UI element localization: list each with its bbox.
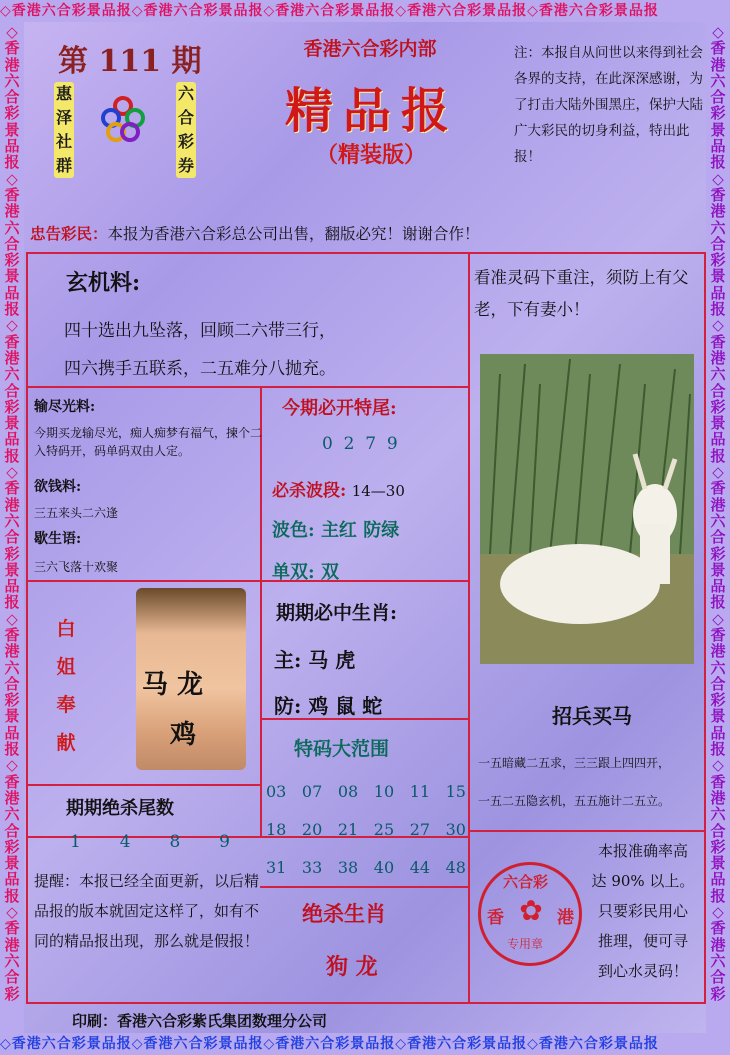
tail-title: 今期必开特尾: <box>282 398 397 419</box>
right-top-text: 看准灵码下重注，须防上有父老，下有妻小！ <box>474 268 689 319</box>
range-cell: 25 <box>373 820 395 839</box>
divider-h1 <box>26 386 468 388</box>
left-char: 惠 <box>55 84 72 103</box>
range-cell: 18 <box>266 820 287 839</box>
range-cell: 44 <box>409 858 431 877</box>
warning-text: 本报为香港六合彩总公司出售，翻版必究！谢谢合作！ <box>107 225 480 243</box>
gift-char: 姐 <box>56 656 76 678</box>
gift-char: 奉 <box>56 694 76 716</box>
reminder-text: 提醒：本报已经全面更新，以后精品报的版本就固定这样了，如有不同的精品报出现，那么就是假报！ <box>34 872 260 950</box>
right-vertical-chars <box>176 82 196 178</box>
right-char: 六 <box>177 84 194 103</box>
goat-illustration-icon <box>480 354 694 664</box>
paper-title: 精品报 <box>284 83 459 139</box>
bauhinia-icon: ✿ <box>519 894 543 927</box>
divider-right-bottom <box>470 830 706 832</box>
range-cell: 07 <box>301 782 323 801</box>
divider-h2 <box>26 580 468 582</box>
kill-tail-number: 9 <box>219 832 230 852</box>
left-char: 社 <box>55 132 72 151</box>
organization-name: 香港六合彩内部 <box>303 38 437 60</box>
accuracy-line: 本报准确率高 <box>597 842 688 860</box>
range-title: 特码大范围 <box>294 738 390 760</box>
range-cell: 20 <box>301 820 323 839</box>
zodiac-title: 期期必中生肖: <box>276 602 398 624</box>
range-cell: 33 <box>301 858 323 877</box>
left-char: 群 <box>55 156 72 175</box>
kill-zodiac-title: 绝杀生肖 <box>302 901 386 926</box>
gift-overlay-2: 鸡 <box>170 720 197 750</box>
issue-number: 第 111 期 <box>58 44 202 79</box>
gift-vertical-text <box>54 610 78 762</box>
right-char: 彩 <box>177 132 194 151</box>
range-cell: 11 <box>409 782 431 801</box>
range-grid <box>266 782 466 896</box>
range-cell: 21 <box>337 820 359 839</box>
zodiac-guard: 防: 鸡 鼠 蛇 <box>274 694 383 718</box>
wave-color-label: 波色: <box>272 520 315 541</box>
stamp-left: 香 <box>487 908 504 928</box>
official-stamp <box>478 862 582 966</box>
right-char: 券 <box>177 156 194 175</box>
right-border-strip <box>706 22 730 1033</box>
tail-numbers: 0 2 7 9 <box>322 434 398 454</box>
bottom-border-strip <box>0 1033 730 1055</box>
paper-subtitle: （精装版） <box>315 142 426 168</box>
range-cell: 27 <box>409 820 431 839</box>
kill-band-label: 必杀波段: <box>272 481 347 501</box>
range-cell: 08 <box>337 782 359 801</box>
range-row <box>266 820 466 858</box>
wave-color <box>272 516 399 542</box>
top-border-text: ◇香港六合彩景品报◇香港六合彩景品报◇香港六合彩景品报◇香港六合彩景品报◇香港六合彩景品报 <box>0 3 659 19</box>
left-border-text: ◇香港六合彩景品报◇香港六合彩景品报◇香港六合彩景品报◇香港六合彩景品报◇香港六合彩景品报◇香港六合彩景品报◇香港六合彩 <box>4 23 20 1003</box>
goat-image <box>480 354 694 664</box>
range-cell: 31 <box>266 858 287 877</box>
kill-tail-number: 8 <box>169 832 181 852</box>
bottom-border-text: ◇香港六合彩景品报◇香港六合彩景品报◇香港六合彩景品报◇香港六合彩景品报◇香港六合彩景品报 <box>0 1036 659 1052</box>
range-cell: 48 <box>445 858 466 877</box>
right-char: 合 <box>177 108 194 127</box>
kill-band-value: 14—30 <box>351 482 405 500</box>
kill-tail-numbers <box>70 832 230 852</box>
left-char: 泽 <box>55 108 72 127</box>
odd-even-label: 单双: <box>272 562 315 583</box>
stamp-bottom: 专用章 <box>507 937 544 951</box>
left-mid-text-3: 三六飞落十欢聚 <box>34 560 119 574</box>
odd-even <box>272 558 339 584</box>
left-mid-text-1: 今期买龙输尽光，痴人痴梦有福气，揀个二入特码开，码单码双由人定。 <box>34 426 263 458</box>
gift-char: 献 <box>56 732 76 754</box>
wave-color-value: 主红 防绿 <box>320 520 400 541</box>
accuracy-line: 推理，便可寻 <box>597 932 688 950</box>
xuanji-line-1: 四十选出九坠落，回顾二六带三行， <box>64 321 336 341</box>
range-cell: 10 <box>373 782 395 801</box>
range-row <box>266 782 466 820</box>
top-border-strip <box>0 0 730 22</box>
divider-h4 <box>26 784 260 786</box>
warning-line <box>30 222 480 244</box>
zhaobing-line-1: 一五暗藏二五求，三三跟上四四开， <box>478 756 671 770</box>
left-mid-title-3: 歇生语: <box>34 531 82 547</box>
left-mid-title-1: 输尽光料: <box>34 399 96 415</box>
left-mid-title-2: 欲钱料: <box>34 479 82 495</box>
range-cell: 03 <box>266 782 287 801</box>
zodiac-main: 主: 马 虎 <box>274 648 356 672</box>
divider-vertical-right <box>468 252 470 1004</box>
stamp-right: 港 <box>557 908 574 928</box>
range-row <box>266 858 466 896</box>
left-vertical-chars <box>54 82 74 178</box>
stamp-top: 六合彩 <box>503 873 549 891</box>
range-cell: 40 <box>373 858 395 877</box>
accuracy-text <box>582 836 704 986</box>
kill-tail-title: 期期绝杀尾数 <box>66 798 174 819</box>
kill-tail-number: 4 <box>119 832 131 852</box>
zhaobing-title: 招兵买马 <box>552 704 632 728</box>
header-note: 注：本报自从问世以来得到社会各界的支持，在此深深感谢，为了打击大陆外围黑庄，保护大陆广大彩民的切身利益，特出此报！ <box>514 45 703 165</box>
range-cell: 30 <box>445 820 466 839</box>
accuracy-line: 只要彩民用心 <box>597 902 688 920</box>
xuanji-title: 玄机料: <box>66 270 141 296</box>
gift-char: 白 <box>56 618 76 640</box>
range-cell: 38 <box>337 858 359 877</box>
kill-band <box>272 476 405 501</box>
kill-zodiac-value: 狗 龙 <box>326 954 378 980</box>
footer-printing: 印刷：香港六合彩紫氏集团数理分公司 <box>72 1012 328 1030</box>
warning-label: 忠告彩民： <box>30 224 108 243</box>
lottery-logo-icon <box>100 96 146 142</box>
right-border-text: ◇香港六合彩景品报◇香港六合彩景品报◇香港六合彩景品报◇香港六合彩景品报◇香港六合彩景品报◇香港六合彩景品报◇香港六合彩 <box>710 23 726 1003</box>
left-border-strip <box>0 22 24 1033</box>
odd-even-value: 双 <box>320 562 339 583</box>
left-mid-text-2: 三五来头二六逢 <box>34 506 119 520</box>
kill-tail-number: 1 <box>70 832 81 852</box>
zhaobing-line-2: 一五二五隐玄机，五五施计二五立。 <box>478 794 671 808</box>
accuracy-line: 达 90% 以上。 <box>591 872 695 890</box>
xuanji-line-2: 四六携手五联系，二五难分八抛充。 <box>64 359 336 379</box>
range-cell: 15 <box>445 782 466 801</box>
accuracy-line: 到心水灵码！ <box>597 962 688 980</box>
gift-overlay-1: 马 龙 <box>142 670 204 700</box>
